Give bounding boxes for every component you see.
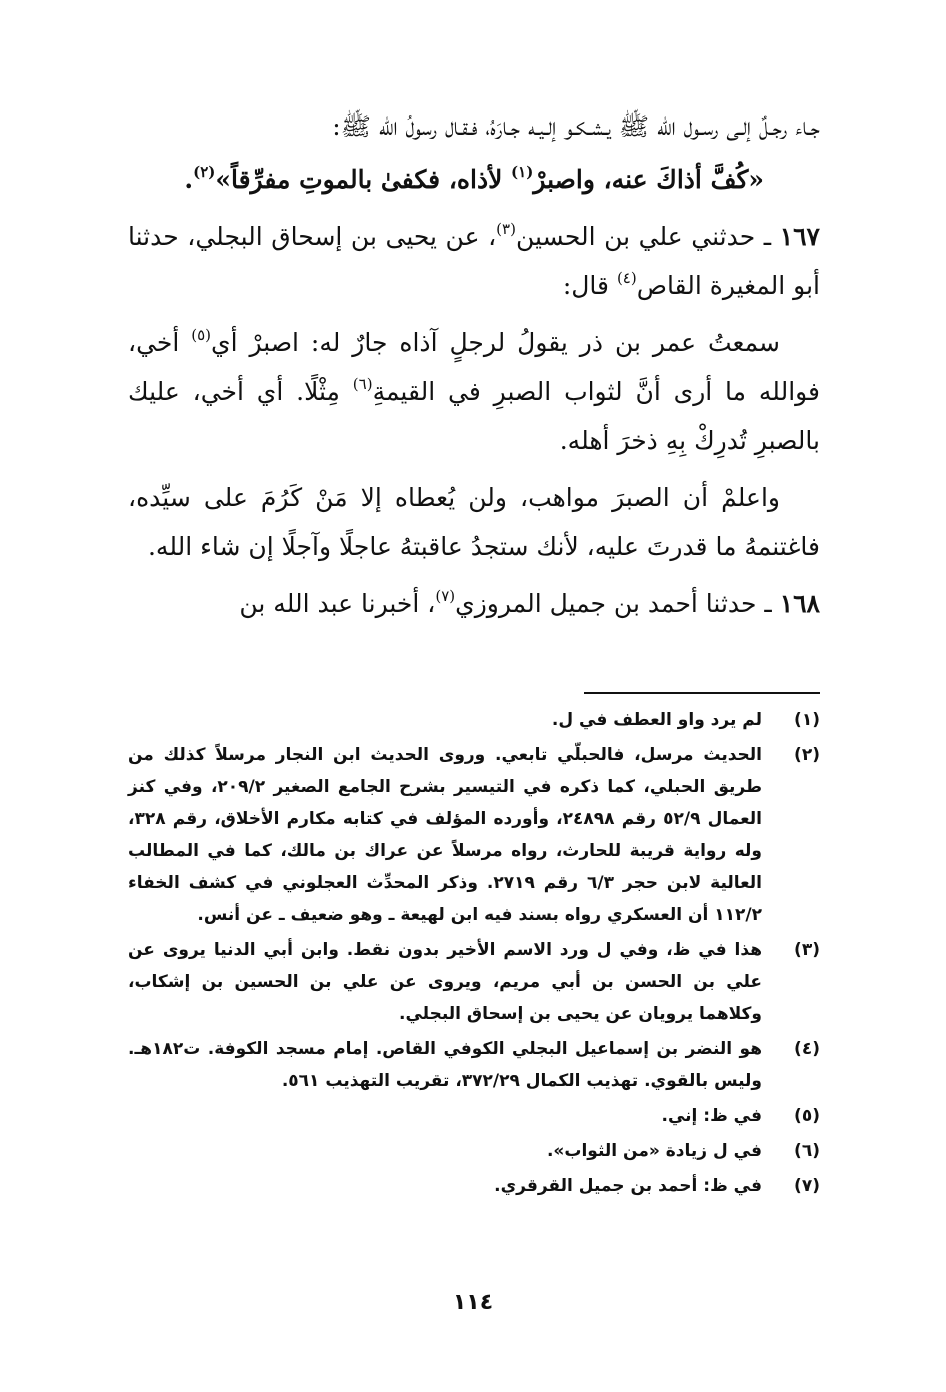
hadith-168 — [128, 579, 820, 628]
hadith-number-167: ١٦٧ — [779, 222, 820, 251]
footnote-ref-4[interactable]: (٤) — [616, 268, 637, 287]
footnote-number: (٣) — [794, 940, 820, 960]
hadith-167-text-a: ـ حدثني علي بن الحسين — [515, 222, 780, 251]
footnote-text: في ظ: أحمد بن جميل القرقري. — [494, 1176, 762, 1196]
main-text — [128, 102, 820, 628]
footnote-3 — [128, 934, 820, 1030]
paragraph-sabr — [128, 318, 820, 465]
footnote-4 — [128, 1033, 820, 1097]
footnote-text: الحديث مرسل، فالحبلّي تابعي. وروى الحديث ابن النجار مرسلاً كذلك من طريق الحبلي، كما ذكره في التيسير بشرح الجامع الصغير ٢٠٩/٢، وفي كنز العمال ٥٢/٩ رقم ٢٤٨٩٨، وأورده المؤلف في كتابه مكارم الأخلاق، رقم ٣٢٨، وله رواية قريبة للحارث، رواه مرسلاً عن عراك بن مالك، كما في المطالب العالية لابن حجر ٦/٣ رقم ٢٧١٩. وذكر المحدِّث العجلوني في كشف الخفاء ١١٢/٢ أن العسكري رواه بسند فيه ابن لهيعة ـ وهو ضعيف ـ عن أنس. — [128, 745, 763, 925]
footnote-number: (١) — [794, 710, 820, 730]
footnote-ref-3[interactable]: (٣) — [496, 219, 516, 238]
paragraph-intro: جـاء رجـلٌ إلـى رسـول الله ﷺ يـشـكـو إلـيـه جـارَهُ، فـقـال رسولُ الله ﷺ: — [332, 112, 820, 141]
quote-end: . — [184, 165, 194, 194]
hadith-167 — [128, 212, 820, 310]
footnote-5 — [128, 1100, 820, 1132]
paragraph-sabr-a: سمعتُ عمر بن ذر يقولُ لرجلٍ آذاه جارٌ له: اصبرْ أي — [211, 328, 780, 357]
footnote-ref-1[interactable]: (١) — [511, 162, 534, 181]
footnote-7 — [128, 1170, 820, 1202]
hadith-168-text-a: ـ حدثنا أحمد بن جميل المروزي — [455, 589, 780, 618]
footnote-number: (٤) — [794, 1039, 820, 1059]
paragraph-sabr-c: مِثْلًا. أي أخي، عليك بالصبرِ تُدرِكْ بِهِ ذخرَ أهله. — [128, 377, 820, 455]
footnote-number: (٢) — [794, 745, 820, 765]
footnote-number: (٦) — [794, 1141, 820, 1161]
footnote-text: في ل زيادة «من الثواب». — [546, 1141, 762, 1161]
footnote-number: (٧) — [794, 1176, 820, 1196]
footnote-ref-6[interactable]: (٦) — [352, 374, 373, 393]
hadith-167-text-c: قال: — [562, 271, 617, 300]
hadith-number-168: ١٦٨ — [779, 589, 820, 618]
footnote-ref-2[interactable]: (٢) — [193, 162, 216, 181]
paragraph-sabr-b: أخي، فوالله ما أرى أنَّ لثواب الصبرِ في القيمةِ — [128, 328, 821, 406]
quote-text-2: لأذاه، فكفىٰ بالموتِ مفرِّقاً» — [215, 165, 512, 194]
footnote-ref-7[interactable]: (٧) — [435, 586, 456, 605]
footnotes-list — [128, 704, 820, 1205]
footnote-text: في ظ: إني. — [661, 1106, 762, 1126]
footnote-separator — [584, 692, 820, 694]
footnote-ref-5[interactable]: (٥) — [191, 325, 212, 344]
footnote-text: لم يرد واو العطف في ل. — [551, 710, 762, 730]
quote-text: «كُفَّ أذاكَ عنه، واصبرْ — [533, 165, 764, 194]
hadith-168-text-b: ، أخبرنا عبد الله بن — [239, 589, 436, 618]
footnote-number: (٥) — [794, 1106, 820, 1126]
footnote-2 — [128, 739, 820, 931]
footnote-text: هذا في ظ، وفي ل ورد الاسم الأخير بدون نقط. وابن أبي الدنيا يروى عن علي بن الحسن بن أبي مريم، ويروى عن علي بن الحسين بن إشكاب، وكلاهما يرويان عن يحيى بن إسحاق البجلي. — [128, 940, 762, 1024]
hadith-167-text-b: ، عن يحيى بن إسحاق البجلي، حدثنا أبو المغيرة القاص — [128, 222, 820, 300]
footnote-text: هو النضر بن إسماعيل البجلي الكوفي القاص. إمام مسجد الكوفة. ت١٨٢هـ. وليس بالقوي. تهذيب الكمال ٣٧٢/٢٩، تقريب التهذيب ٥٦١. — [128, 1039, 762, 1091]
footnote-1 — [128, 704, 820, 736]
footnote-6 — [128, 1135, 820, 1167]
paragraph-mawahib: واعلمْ أن الصبرَ مواهب، ولن يُعطاه إلا مَنْ كَرُمَ على سيِّده، فاغتنمهُ ما قدرتَ عليه، لأنك ستجدُ عاقبتهُ عاجلًا وآجلًا إن شاء الله. — [128, 483, 820, 561]
hadith-quote — [128, 155, 820, 204]
page-number: ١١٤ — [452, 1290, 494, 1315]
